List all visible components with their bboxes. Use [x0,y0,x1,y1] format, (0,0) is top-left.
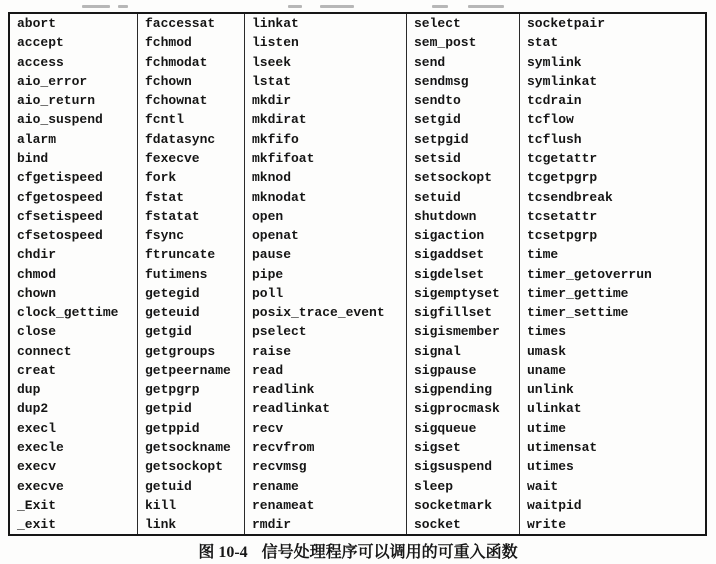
function-name: kill [145,497,177,513]
function-name: dup [17,382,41,398]
table-column-4 [406,14,519,534]
function-name: lseek [252,54,292,70]
function-name: fstat [145,189,185,205]
function-name: clock_gettime [17,305,119,321]
function-name: shutdown [414,208,477,224]
function-name: cfsetispeed [17,208,103,224]
function-name: sigismember [414,324,500,340]
function-name: fchownat [145,93,208,109]
function-name: mkdirat [252,112,307,128]
function-name: rename [252,478,299,494]
function-name: sigpending [414,382,493,398]
function-name: tcsetpgrp [527,228,598,244]
function-name: tcflush [527,131,582,147]
function-name: write [527,517,567,533]
function-name: getpeername [145,362,231,378]
function-name: _exit [17,517,57,533]
function-name: symlink [527,54,582,70]
function-name: readlink [252,382,315,398]
function-name: fchmod [145,35,192,51]
scan-artifact [468,5,504,8]
function-name: ftruncate [145,247,216,263]
function-name: execv [17,459,57,475]
function-name: linkat [252,16,299,32]
function-name: sigprocmask [414,401,500,417]
function-name: pselect [252,324,307,340]
function-name: aio_suspend [17,112,103,128]
function-name: connect [17,343,72,359]
function-name: sigaddset [414,247,485,263]
function-name: aio_error [17,73,88,89]
function-name: utime [527,420,567,436]
function-name: recvmsg [252,459,307,475]
function-name: aio_return [17,93,96,109]
function-name: fsync [145,228,185,244]
scan-artifact [288,5,302,8]
function-name: timer_gettime [527,285,629,301]
function-name: chdir [17,247,57,263]
function-name: futimens [145,266,208,282]
function-name: access [17,54,64,70]
function-name: time [527,247,559,263]
function-name: socketpair [527,16,606,32]
function-name: sigpause [414,362,477,378]
function-name: cfgetospeed [17,189,103,205]
function-name: pipe [252,266,284,282]
function-name: stat [527,35,559,51]
function-name: renameat [252,497,315,513]
function-name: poll [252,285,284,301]
function-name: openat [252,228,299,244]
function-name: fdatasync [145,131,216,147]
function-name: setpgid [414,131,469,147]
function-name: listen [252,35,299,51]
function-name: cfsetospeed [17,228,103,244]
function-name: sigfillset [414,305,493,321]
function-name: send [414,54,446,70]
function-name: pause [252,247,292,263]
function-name: posix_trace_event [252,305,385,321]
function-name: utimes [527,459,574,475]
function-name: sendmsg [414,73,469,89]
function-name: dup2 [17,401,49,417]
function-name: abort [17,16,57,32]
function-name: tcsetattr [527,208,598,224]
function-name: getppid [145,420,200,436]
function-name: recvfrom [252,439,315,455]
function-name: faccessat [145,16,216,32]
function-name: waitpid [527,497,582,513]
function-name: uname [527,362,567,378]
function-name: mknod [252,170,292,186]
function-name: tcflow [527,112,574,128]
function-name: mkfifo [252,131,299,147]
function-name: rmdir [252,517,292,533]
function-name: accept [17,35,64,51]
function-name: open [252,208,284,224]
function-name: getpgrp [145,382,200,398]
function-name: fexecve [145,150,200,166]
function-name: cfgetispeed [17,170,103,186]
function-name: geteuid [145,305,200,321]
function-name: sigaction [414,228,485,244]
function-name: tcgetpgrp [527,170,598,186]
function-name: socket [414,517,461,533]
function-name: signal [414,343,461,359]
function-name: getgroups [145,343,216,359]
function-name: lstat [252,73,292,89]
function-name: recv [252,420,284,436]
function-name: execve [17,478,64,494]
function-name: readlinkat [252,401,331,417]
function-name: socketmark [414,497,493,513]
table-column-1 [10,14,137,534]
function-name: alarm [17,131,57,147]
function-name: getsockname [145,439,231,455]
function-name: fork [145,170,177,186]
function-name: execl [17,420,57,436]
function-name: select [414,16,461,32]
function-name: read [252,362,284,378]
function-name: fstatat [145,208,200,224]
function-name: chmod [17,266,57,282]
function-name: chown [17,285,57,301]
function-name: mknodat [252,189,307,205]
function-name: tcdrain [527,93,582,109]
function-name: mkfifoat [252,150,315,166]
function-name: close [17,324,57,340]
function-name: symlinkat [527,73,598,89]
figure-title: 信号处理程序可以调用的可重入函数 [261,544,518,561]
function-name: wait [527,478,559,494]
function-name: sendto [414,93,461,109]
function-name: getegid [145,285,200,301]
function-name: fchmodat [145,54,208,70]
function-name: sigdelset [414,266,485,282]
function-name: raise [252,343,292,359]
function-name: link [145,517,177,533]
function-name: creat [17,362,57,378]
function-name: tcsendbreak [527,189,613,205]
function-name: sigemptyset [414,285,500,301]
function-name: fcntl [145,112,185,128]
function-name: setsockopt [414,170,493,186]
function-name: _Exit [17,497,57,513]
function-name: sleep [414,478,454,494]
function-name: getsockopt [145,459,224,475]
function-name: execle [17,439,64,455]
scan-artifact [82,5,110,8]
reentrant-functions-table [8,12,707,536]
function-name: umask [527,343,567,359]
function-name: getpid [145,401,192,417]
figure-caption [0,539,716,562]
function-name: timer_settime [527,305,629,321]
scan-artifact [432,5,448,8]
function-name: getgid [145,324,192,340]
function-name: timer_getoverrun [527,266,652,282]
function-name: utimensat [527,439,598,455]
function-name: unlink [527,382,574,398]
function-name: bind [17,150,49,166]
function-name: sigset [414,439,461,455]
function-name: getuid [145,478,192,494]
function-name: sigsuspend [414,459,493,475]
scan-artifact [320,5,354,8]
figure-number: 图 10-4 [198,544,248,561]
function-name: mkdir [252,93,292,109]
function-name: tcgetattr [527,150,598,166]
table-column-3 [244,14,406,534]
function-name: times [527,324,567,340]
scan-artifact [118,5,128,8]
function-name: setgid [414,112,461,128]
table-column-5 [519,14,701,534]
function-name: sem_post [414,35,477,51]
function-name: fchown [145,73,192,89]
function-name: ulinkat [527,401,582,417]
function-name: setuid [414,189,461,205]
function-name: setsid [414,150,461,166]
function-name: sigqueue [414,420,477,436]
table-column-2 [137,14,244,534]
